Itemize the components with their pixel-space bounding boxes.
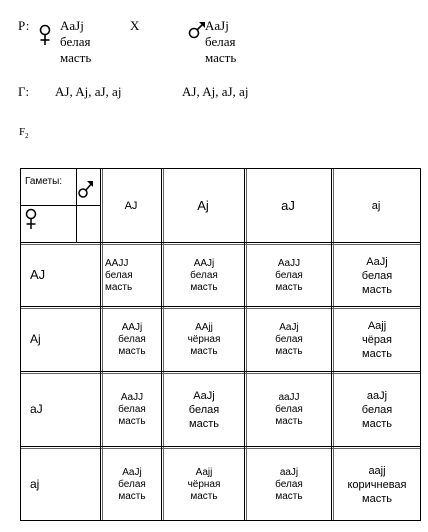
cell-r3-c1: AaJJ белая масть [118,392,146,427]
male-phenotype-2: масть [205,50,237,65]
col-header-aJ: aJ [281,198,295,213]
row-header-Aj: Aj [30,332,41,346]
female-symbol-icon [24,208,38,230]
cell-r3-c3: aaJJ белая масть [275,392,303,427]
gametes-corner-label: Гаметы: [25,176,63,187]
col-header-Aj: Aj [197,198,209,213]
row-header-AJ: AJ [30,267,46,282]
cell-r4-c2: Aajj чёрная масть [187,466,221,502]
f2-label: $F_2$ [19,126,29,141]
col-header-AJ: AJ [124,199,138,212]
cell-r2-c4: Aajj чёрая масть [361,320,393,360]
cell-r2-c3: AaJj белая масть [275,322,303,357]
female-genotype: AaJj [60,18,84,33]
male-genotype: AaJj [205,18,229,33]
female-gametes: AJ, Aj, aJ, aj [55,84,122,99]
cell-r4-c4: aajj коричневая масть [347,464,407,505]
cell-r1-c4: AaJj белая масть [361,255,393,296]
female-phenotype-2: масть [60,50,92,65]
cell-r2-c2: AAjj чёрная масть [187,322,221,357]
cell-r1-c3: AaJJ белая масть [275,257,303,293]
cell-r4-c3: aaJj белая масть [275,466,303,502]
cross-sign: Х [130,18,140,33]
cell-r2-c1: AAJj белая масть [118,322,146,357]
g-label: Г: [18,84,30,99]
cell-r3-c2: AaJj белая масть [188,390,220,430]
cell-r1-c2: AAJj белая масть [190,257,218,293]
male-symbol-icon [77,178,95,200]
cell-r4-c1: AaJj белая масть [118,466,146,502]
cell-r1-c1: AAJJ белая масть [105,257,133,293]
male-gametes: AJ, Aj, aJ, aj [182,84,249,99]
p-label: Р: [18,18,30,33]
row-header-aj: aj [30,476,40,491]
male-phenotype-1: белая [205,34,236,49]
row-header-aJ: aJ [30,402,43,416]
female-phenotype-1: белая [60,34,91,49]
cell-r3-c4: aaJj белая масть [361,390,393,430]
col-header-aj: aj [371,199,381,212]
